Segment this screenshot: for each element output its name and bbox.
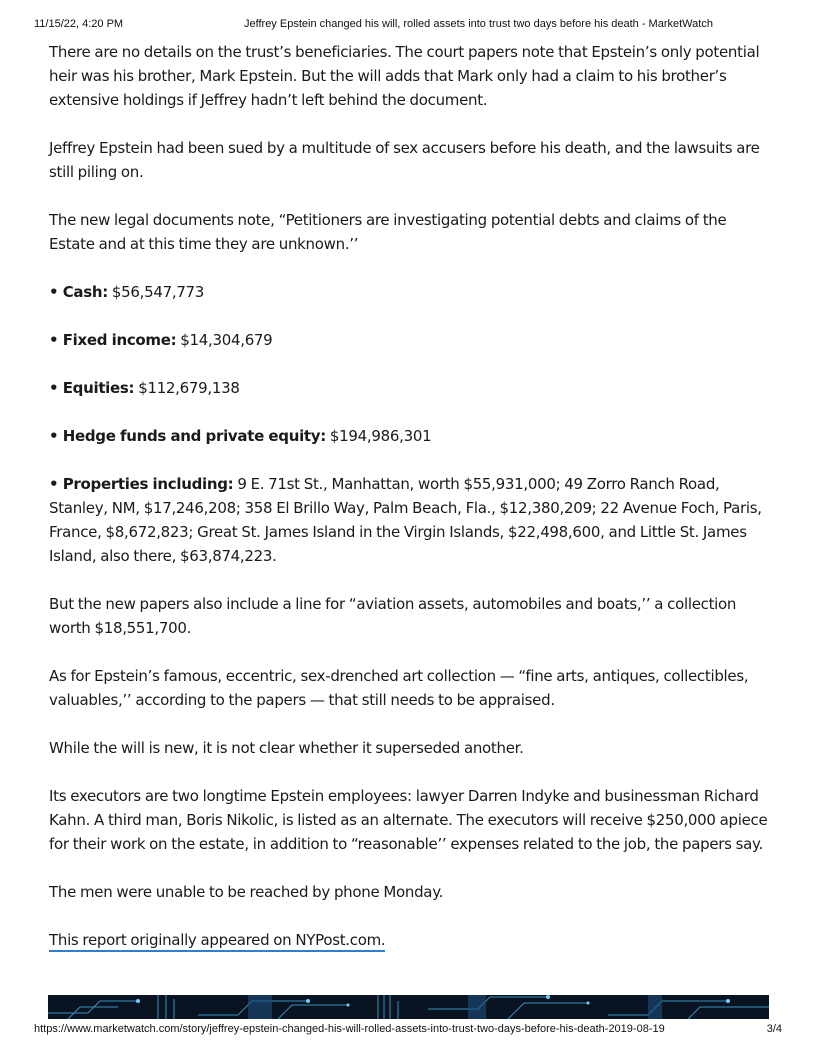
asset-value: $56,547,773 [107,283,205,301]
print-page-title: Jeffrey Epstein changed his will, rolled assets into trust two days before his death - MarketWatch [244,18,713,30]
circuit-banner-image [48,995,769,1019]
asset-value: $112,679,138 [134,379,240,397]
asset-item-properties [49,472,771,568]
paragraph-will: While the will is new, it is not clear whether it superseded another. [49,739,524,757]
paragraph-executors: Its executors are two longtime Epstein employees: lawyer Darren Indyke and businessman Richard Kahn. A third man, Boris Nikolic, is listed as an alternate. The executors will receive $250,000 apiece for their work on the estate, in addition to “reasonable’’ expenses related to the job, the papers say. [49,787,768,853]
asset-value: $14,304,679 [176,331,273,349]
paragraph-unreachable: The men were unable to be reached by phone Monday. [49,883,444,901]
asset-item-cash [49,280,771,304]
print-url: https://www.marketwatch.com/story/jeffrey-epstein-changed-his-will-rolled-assets-into-trust-two-days-before-his-death-2019-08-19 [34,1023,665,1035]
paragraph-art-collection: As for Epstein’s famous, eccentric, sex-drenched art collection — “fine arts, antiques, collectibles, valuables,’’ according to the papers — that still needs to be appraised. [49,667,749,709]
paragraph-aviation: But the new papers also include a line for “aviation assets, automobiles and boats,’’ a collection worth $18,551,700. [49,595,737,637]
asset-label: • Properties including: [49,475,234,493]
asset-label: • Cash: [49,283,108,301]
article-body [49,40,771,976]
source-link[interactable]: This report originally appeared on NYPost.com. [49,931,385,952]
page-number: 3/4 [766,1023,782,1035]
paragraph-beneficiaries: There are no details on the trust’s beneficiaries. The court papers note that Epstein’s only potential heir was his brother, Mark Epstein. But the will adds that Mark only had a claim to his brother’s extensive holdings if Jeffrey hadn’t left behind the document. [49,43,760,109]
asset-item-hedge-funds [49,424,771,448]
print-datetime: 11/15/22, 4:20 PM [34,18,124,30]
print-header [34,18,782,32]
paragraph-debts: The new legal documents note, “Petitioners are investigating potential debts and claims of the Estate and at this time they are unknown.’’ [49,211,727,253]
asset-value: 9 E. 71st St., Manhattan, worth $55,931,000; 49 Zorro Ranch Road, Stanley, NM, $17,246,208; 358 El Brillo Way, Palm Beach, Fla., $12,380,209; 22 Avenue Foch, Paris, France, $8,672,823; Great St. James Island in the Virgin Islands, $22,498,600, and Little St. James Island, also there, $63,874,223. [49,475,762,565]
asset-label: • Hedge funds and private equity: [49,427,326,445]
paragraph-lawsuits: Jeffrey Epstein had been sued by a multitude of sex accusers before his death, and the lawsuits are still piling on. [49,139,760,181]
asset-label: • Equities: [49,379,135,397]
print-footer [34,1023,782,1037]
asset-label: • Fixed income: [49,331,177,349]
asset-value: $194,986,301 [325,427,432,445]
asset-item-fixed-income [49,328,771,352]
asset-item-equities [49,376,771,400]
source-paragraph [49,928,771,952]
